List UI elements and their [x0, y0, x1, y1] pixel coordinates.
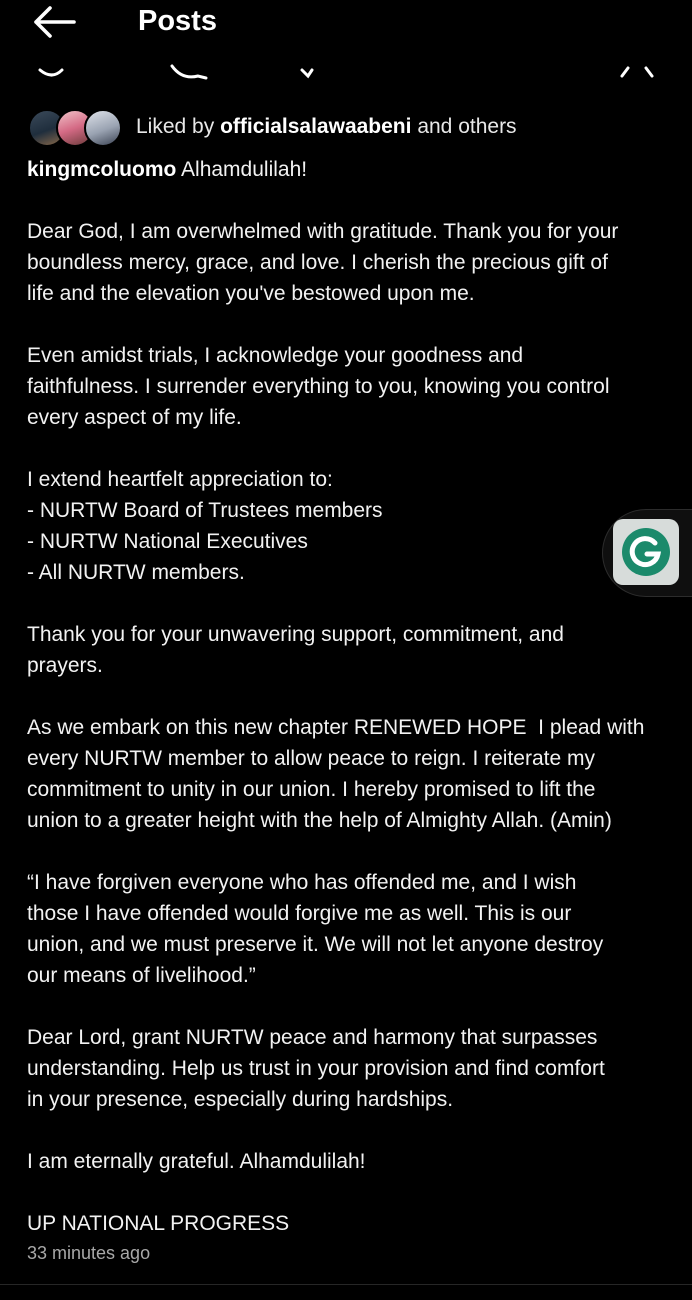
caption-paragraph: I am eternally grateful. Alhamdulilah!	[27, 1150, 366, 1173]
caption-paragraph: UP NATIONAL PROGRESS	[27, 1212, 290, 1235]
comment-icon	[172, 66, 206, 78]
bookmark-icon	[622, 68, 652, 76]
post-caption: kingmcoluomo Alhamdulilah! Dear God, I am overwhelmed with gratitude. Thank you for your boundless mercy, grace, and love. I cherish the precious gift of life and the elevation you've bestowed upon me. Even amidst trials, I acknowledge your goodness and faithfulness. I surrender everything to you, knowing you control every aspect of my life. I extend heartfelt appreciation to: - NURTW Board of Trustees members - NURTW National Executives - All NURTW members. Thank you for your unwavering support, commitment, and prayers. As we embark on this new chapter RENEWED HOPE I plead with every NURTW member to allow peace to reign. I reiterate my commitment to unity in our union. I hereby promised to lift the union to a greater height with the help of Almighty Allah. (Amin) “I have forgiven everyone who has offended me, and I wish those I have offended would forgive me as well. This is our union, and we must preserve it. We will not let anyone destroy our means of livelihood.” Dear Lord, grant NURTW peace and harmony that surpasses understanding. Help us trust in your provision and find comfort in your presence, especially during hardships. I am eternally grateful. Alhamdulilah! UP NATIONAL PROGRESS	[27, 154, 677, 1239]
liked-by-username[interactable]: officialsalawaabeni	[220, 115, 412, 138]
caption-paragraph: Even amidst trials, I acknowledge your goodness and faithfulness. I surrender everything to you, knowing you control every aspect of my life.	[27, 344, 610, 429]
grammarly-floating-button[interactable]	[602, 509, 692, 597]
heart-icon	[40, 70, 62, 75]
page-title: Posts	[138, 5, 217, 37]
caption-paragraph: Dear God, I am overwhelmed with gratitude. Thank you for your boundless mercy, grace, and love. I cherish the precious gift of life and the elevation you've bestowed upon me.	[27, 220, 619, 305]
liked-by-row[interactable]	[28, 108, 517, 146]
share-icon	[302, 70, 312, 76]
grammarly-g-icon	[620, 526, 672, 578]
post-timestamp: 33 minutes ago	[27, 1243, 151, 1263]
post-action-bar	[0, 56, 692, 80]
caption-paragraph: “I have forgiven everyone who has offended me, and I wish those I have offended would forgive me as well. This is our union, and we must preserve it. We will not let anyone destroy our means of livelihood.”	[27, 871, 604, 987]
divider	[0, 1284, 692, 1285]
avatar	[84, 109, 122, 147]
caption-username[interactable]: kingmcoluomo	[27, 158, 177, 181]
top-app-bar	[0, 0, 692, 48]
arrow-left-icon	[30, 5, 78, 39]
caption-paragraph: Dear Lord, grant NURTW peace and harmony that surpasses understanding. Help us trust in your provision and find comfort in your presence, especially during hardships.	[27, 1026, 605, 1111]
liked-by-text: Liked by officialsalawaabeni and others	[136, 115, 517, 138]
caption-paragraph: As we embark on this new chapter RENEWED HOPE I plead with every NURTW member to allow peace to reign. I reiterate my commitment to unity in our union. I hereby promised to lift the union to a greater height with the help of Almighty Allah. (Amin)	[27, 716, 645, 832]
back-button[interactable]	[26, 4, 82, 40]
caption-paragraph: I extend heartfelt appreciation to: - NURTW Board of Trustees members - NURTW National Executives - All NURTW members.	[27, 468, 383, 584]
liker-avatars	[28, 109, 124, 145]
caption-paragraph: Thank you for your unwavering support, commitment, and prayers.	[27, 623, 564, 677]
